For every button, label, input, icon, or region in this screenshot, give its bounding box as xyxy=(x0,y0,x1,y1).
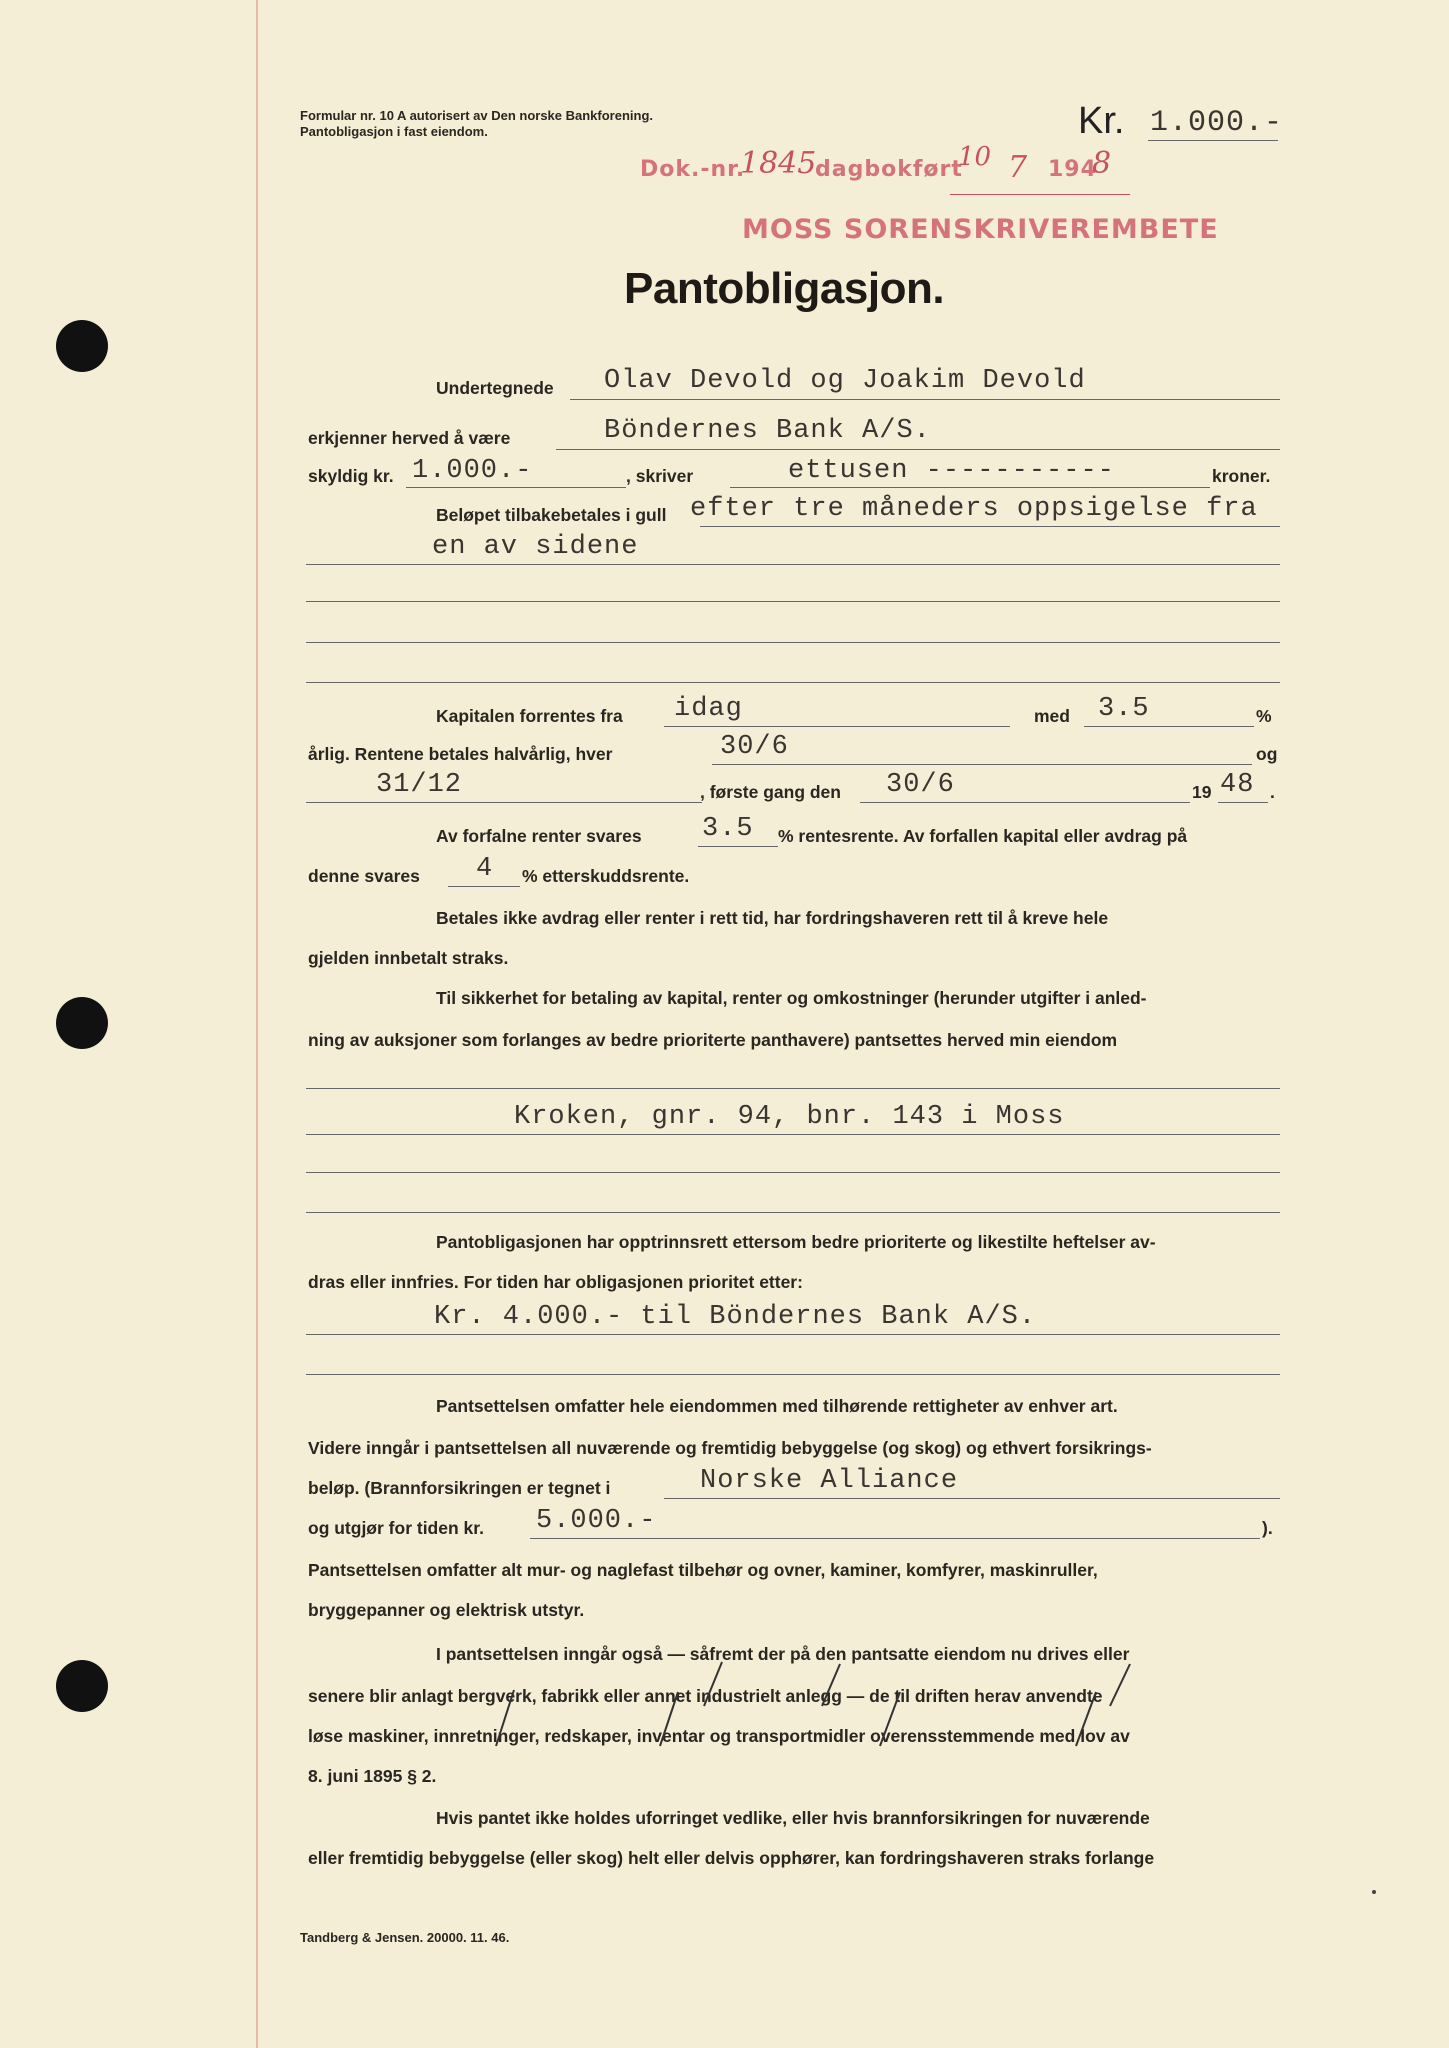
skyldig-value: 1.000.- xyxy=(412,456,533,486)
dok-label: Dok.-nr. xyxy=(640,157,746,182)
stamp-day: 10 xyxy=(958,142,992,172)
dok-number: 1845 xyxy=(740,146,817,181)
skriver-value: ettusen ----------- xyxy=(788,456,1115,486)
year-value: 48 xyxy=(1220,770,1255,800)
p7-line-2: eller fremtidig bebyggelse (eller skog) helt eller delvis opphører, kan fordringshaveren straks forlange xyxy=(308,1848,1155,1868)
belopet-label: Beløpet tilbakebetales i gull xyxy=(436,505,667,525)
belopet-value-2: en av sidene xyxy=(432,532,639,562)
dagbokfort-label: dagbokført xyxy=(815,157,963,182)
document-title: Pantobligasjon. xyxy=(624,264,945,313)
p1-line-1: Betales ikke avdrag eller renter i rett tid, har fordringshaveren rett til å kreve hele xyxy=(436,908,1109,928)
p3-line-2: dras eller innfries. For tiden har obligasjonen prioritet etter: xyxy=(308,1272,803,1292)
denne-post: % etterskuddsrente. xyxy=(522,866,690,886)
stroke-5 xyxy=(660,1692,678,1746)
priority-value: Kr. 4.000.- til Böndernes Bank A/S. xyxy=(434,1302,1037,1332)
p6-line-1: I pantsettelsen inngår også — såfremt der på den pantsatte eiendom nu drives eller xyxy=(436,1644,1130,1664)
arlig-label: årlig. Rentene betales halvårlig, hver xyxy=(308,744,613,764)
p4-line-2: Videre inngår i pantsettelsen all nuværende og fremtidig bebyggelse (og skog) og ethvert forsikrings- xyxy=(308,1438,1152,1458)
skyldig-label: skyldig kr. xyxy=(308,466,394,486)
undertegnede-value: Olav Devold og Joakim Devold xyxy=(604,366,1086,396)
year-end: . xyxy=(1270,782,1275,802)
p2-line-1: Til sikkerhet for betaling av kapital, renter og omkostninger (herunder utgifter i anled- xyxy=(436,988,1147,1008)
stamp-year-suffix: 8 xyxy=(1092,146,1112,181)
p4-line-3: beløp. (Brannforsikringen er tegnet i xyxy=(308,1478,611,1498)
kr-amount: 1.000.- xyxy=(1150,106,1284,140)
kr-label: Kr. xyxy=(1078,100,1125,142)
p2-line-2: ning av auksjoner som forlanges av bedre prioriterte panthavere) pantsettes herved min eiendom xyxy=(308,1030,1118,1050)
erkjenner-value: Böndernes Bank A/S. xyxy=(604,416,931,446)
form-line-2: Pantobligasjon i fast eiendom. xyxy=(300,124,488,139)
p1-line-2: gjelden innbetalt straks. xyxy=(308,948,509,968)
p5-line-1: Pantsettelsen omfatter alt mur- og naglefast tilbehør og ovner, kaminer, komfyrer, maskinruller, xyxy=(308,1560,1098,1580)
percent-symbol: % xyxy=(1256,706,1272,726)
stamp-month: 7 xyxy=(1008,150,1028,185)
p5-line-2: bryggepanner og elektrisk utstyr. xyxy=(308,1600,585,1620)
skriver-label: , skriver xyxy=(626,466,694,486)
denne-pre: denne svares xyxy=(308,866,420,886)
stroke-3 xyxy=(1110,1664,1130,1706)
stroke-7 xyxy=(1076,1692,1096,1746)
second-date-value: 31/12 xyxy=(376,770,463,800)
hver-value: 30/6 xyxy=(720,732,789,762)
stamp-office: MOSS SORENSKRIVEREMBETE xyxy=(742,214,1219,245)
forfalne-value: 3.5 xyxy=(702,814,754,844)
form-line-1: Formular nr. 10 A autorisert av Den norske Bankforening. xyxy=(300,108,654,123)
undertegnede-label: Undertegnede xyxy=(436,378,554,398)
p4-line-1: Pantsettelsen omfatter hele eiendommen med tilhørende rettigheter av enhver art. xyxy=(436,1396,1118,1416)
margin-dot xyxy=(1372,1890,1376,1894)
stroke-1 xyxy=(704,1662,722,1706)
stamp-year-prefix: 194 xyxy=(1048,157,1097,182)
p4-line-4-end: ). xyxy=(1262,1518,1273,1538)
year-printed: 19 xyxy=(1192,782,1212,802)
stroke-6 xyxy=(880,1692,900,1746)
forste-value: 30/6 xyxy=(886,770,955,800)
forfalne-post: % rentesrente. Av forfallen kapital eller avdrag på xyxy=(778,826,1188,846)
p6-line-4: 8. juni 1895 § 2. xyxy=(308,1766,437,1786)
forfalne-pre: Av forfalne renter svares xyxy=(436,826,642,846)
p6-line-2: senere blir anlagt bergverk, fabrikk eller annet industrielt anlegg — de til driften herav anvendte xyxy=(308,1686,1103,1706)
kapitalen-label: Kapitalen forrentes fra xyxy=(436,706,623,726)
property-value: Kroken, gnr. 94, bnr. 143 i Moss xyxy=(514,1102,1065,1132)
stroke-4 xyxy=(496,1690,514,1746)
p6-line-3: løse maskiner, innretninger, redskaper, inventar og transportmidler overensstemmende med lov av xyxy=(308,1726,1130,1746)
stroke-2 xyxy=(822,1664,840,1706)
insurer-value: Norske Alliance xyxy=(700,1466,959,1496)
kroner-label: kroner. xyxy=(1212,466,1271,486)
belopet-value-1: efter tre måneders oppsigelse fra xyxy=(690,494,1258,524)
p4-line-4: og utgjør for tiden kr. xyxy=(308,1518,484,1538)
printer-footer: Tandberg & Jensen. 20000. 11. 46. xyxy=(300,1930,510,1945)
denne-value: 4 xyxy=(476,854,494,884)
p7-line-1: Hvis pantet ikke holdes uforringet vedlike, eller hvis brannforsikringen for nuværende xyxy=(436,1808,1150,1828)
forste-label: , første gang den xyxy=(700,782,841,802)
med-label: med xyxy=(1034,706,1070,726)
erkjenner-label: erkjenner herved å være xyxy=(308,428,511,448)
insured-value: 5.000.- xyxy=(536,1506,657,1536)
og-label: og xyxy=(1256,744,1278,764)
kapitalen-value: idag xyxy=(674,694,743,724)
p3-line-1: Pantobligasjonen har opptrinnsrett ettersom bedre prioriterte og likestilte heftelser av- xyxy=(436,1232,1156,1252)
rate-value: 3.5 xyxy=(1098,694,1150,724)
